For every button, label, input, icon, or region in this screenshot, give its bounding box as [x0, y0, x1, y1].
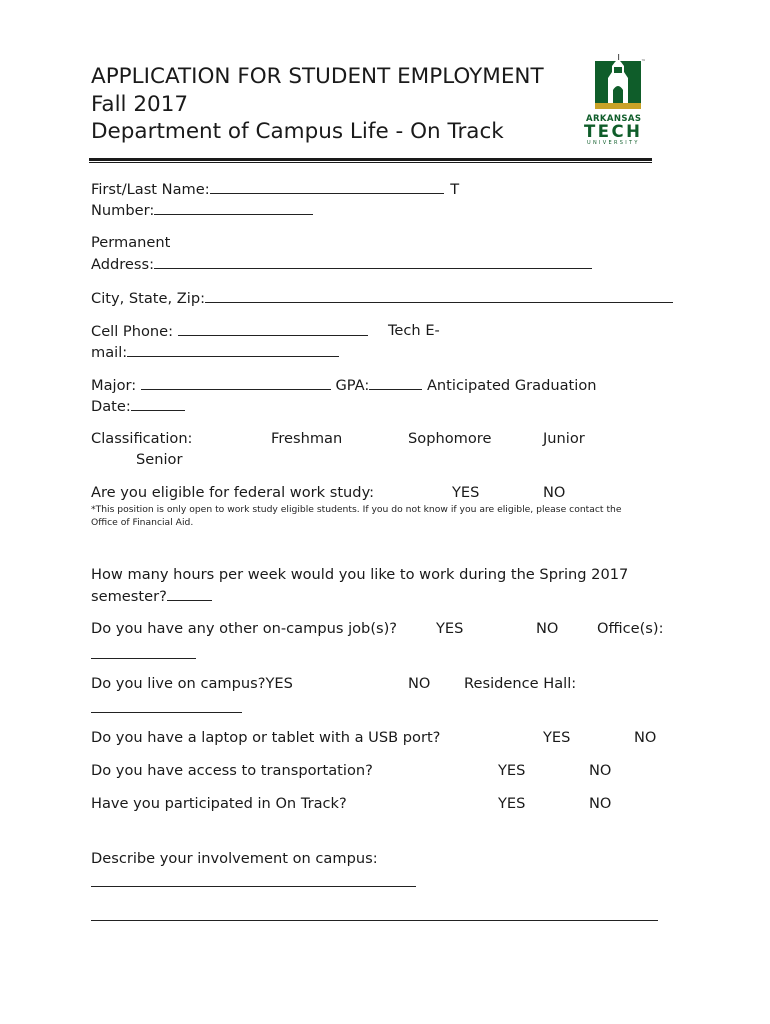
class-option-sophomore[interactable]: Sophomore	[408, 430, 492, 447]
form-title: APPLICATION FOR STUDENT EMPLOYMENT	[91, 64, 544, 89]
email-row	[91, 341, 339, 363]
graduation-date-field[interactable]	[131, 395, 185, 411]
address-label-part1: Permanent	[91, 234, 171, 251]
laptop-yes[interactable]: YES	[543, 729, 571, 746]
bell-tower-icon	[582, 54, 658, 112]
work-study-note-line1: *This position is only open to work study eligible students. If you do not know if you are eligible, please contact the	[91, 504, 622, 515]
arkansas-tech-logo	[582, 54, 658, 148]
involvement-question: Describe your involvement on campus:	[91, 850, 378, 867]
transportation-yes[interactable]: YES	[498, 762, 526, 779]
address-label-part2: Address:	[91, 256, 155, 273]
hours-question-line1: How many hours per week would you like to work during the Spring 2017	[91, 566, 629, 583]
involvement-field-line1[interactable]	[91, 871, 416, 887]
trademark-mark: ™	[641, 59, 646, 65]
work-study-yes[interactable]: YES	[452, 484, 480, 501]
other-job-no[interactable]: NO	[536, 620, 559, 637]
city-label: City, State, Zip:	[91, 290, 206, 307]
graduation-label-part1: Anticipated Graduation	[426, 377, 597, 394]
residence-hall-field[interactable]	[91, 697, 242, 713]
hours-row	[91, 585, 212, 607]
work-study-note-line2: Office of Financial Aid.	[91, 517, 194, 528]
graduation-row	[91, 395, 185, 417]
logo-text-tech: TECH	[584, 122, 643, 141]
laptop-question: Do you have a laptop or tablet with a USB port?	[91, 729, 441, 746]
gpa-label: GPA:	[335, 377, 370, 394]
transportation-no[interactable]: NO	[589, 762, 612, 779]
address-row	[91, 253, 592, 275]
hours-field[interactable]	[167, 585, 212, 601]
address-field[interactable]	[154, 253, 592, 269]
laptop-no[interactable]: NO	[634, 729, 657, 746]
involvement-field-line2[interactable]	[91, 905, 658, 921]
city-row	[91, 287, 673, 309]
classification-label: Classification:	[91, 430, 193, 447]
work-study-no[interactable]: NO	[543, 484, 566, 501]
city-state-zip-field[interactable]	[205, 287, 673, 303]
logo-text-arkansas: ARKANSAS	[586, 114, 642, 124]
major-field[interactable]	[141, 374, 331, 390]
graduation-label-part2: Date:	[91, 398, 131, 415]
major-label: Major:	[91, 377, 137, 394]
class-option-freshman[interactable]: Freshman	[271, 430, 343, 447]
logo-text-university: UNIVERSITY	[587, 140, 640, 146]
email-label-part1: Tech E-	[388, 322, 440, 339]
t-number-label-part1: T	[450, 181, 460, 198]
t-number-row	[91, 199, 313, 221]
on-track-yes[interactable]: YES	[498, 795, 526, 812]
cell-phone-field[interactable]	[178, 320, 368, 336]
t-number-label-part2: Number:	[91, 202, 155, 219]
transportation-question: Do you have access to transportation?	[91, 762, 373, 779]
offices-label: Office(s):	[597, 620, 664, 637]
header-rule-bottom	[89, 162, 652, 163]
header-rule-top	[89, 158, 652, 161]
offices-field[interactable]	[91, 643, 196, 659]
gpa-field[interactable]	[369, 374, 422, 390]
class-option-senior[interactable]: Senior	[136, 451, 183, 468]
cell-row	[91, 320, 368, 342]
t-number-field[interactable]	[154, 199, 313, 215]
name-field[interactable]	[210, 178, 444, 194]
name-row	[91, 178, 459, 200]
name-label: First/Last Name:	[91, 181, 210, 198]
on-track-no[interactable]: NO	[589, 795, 612, 812]
on-track-question: Have you participated in On Track?	[91, 795, 347, 812]
email-label-part2: mail:	[91, 344, 128, 361]
department-title: Department of Campus Life - On Track	[91, 119, 504, 144]
term-title: Fall 2017	[91, 92, 189, 117]
hours-question-line2: semester?	[91, 588, 167, 605]
live-on-campus-no[interactable]: NO	[408, 675, 431, 692]
other-job-yes[interactable]: YES	[436, 620, 464, 637]
class-option-junior[interactable]: Junior	[543, 430, 585, 447]
live-on-campus-question: Do you live on campus?YES	[91, 675, 293, 692]
residence-hall-label: Residence Hall:	[464, 675, 577, 692]
other-job-question: Do you have any other on-campus job(s)?	[91, 620, 398, 637]
work-study-question: Are you eligible for federal work study:	[91, 484, 375, 501]
cell-phone-label: Cell Phone:	[91, 323, 174, 340]
email-field[interactable]	[127, 341, 339, 357]
major-row	[91, 374, 597, 396]
